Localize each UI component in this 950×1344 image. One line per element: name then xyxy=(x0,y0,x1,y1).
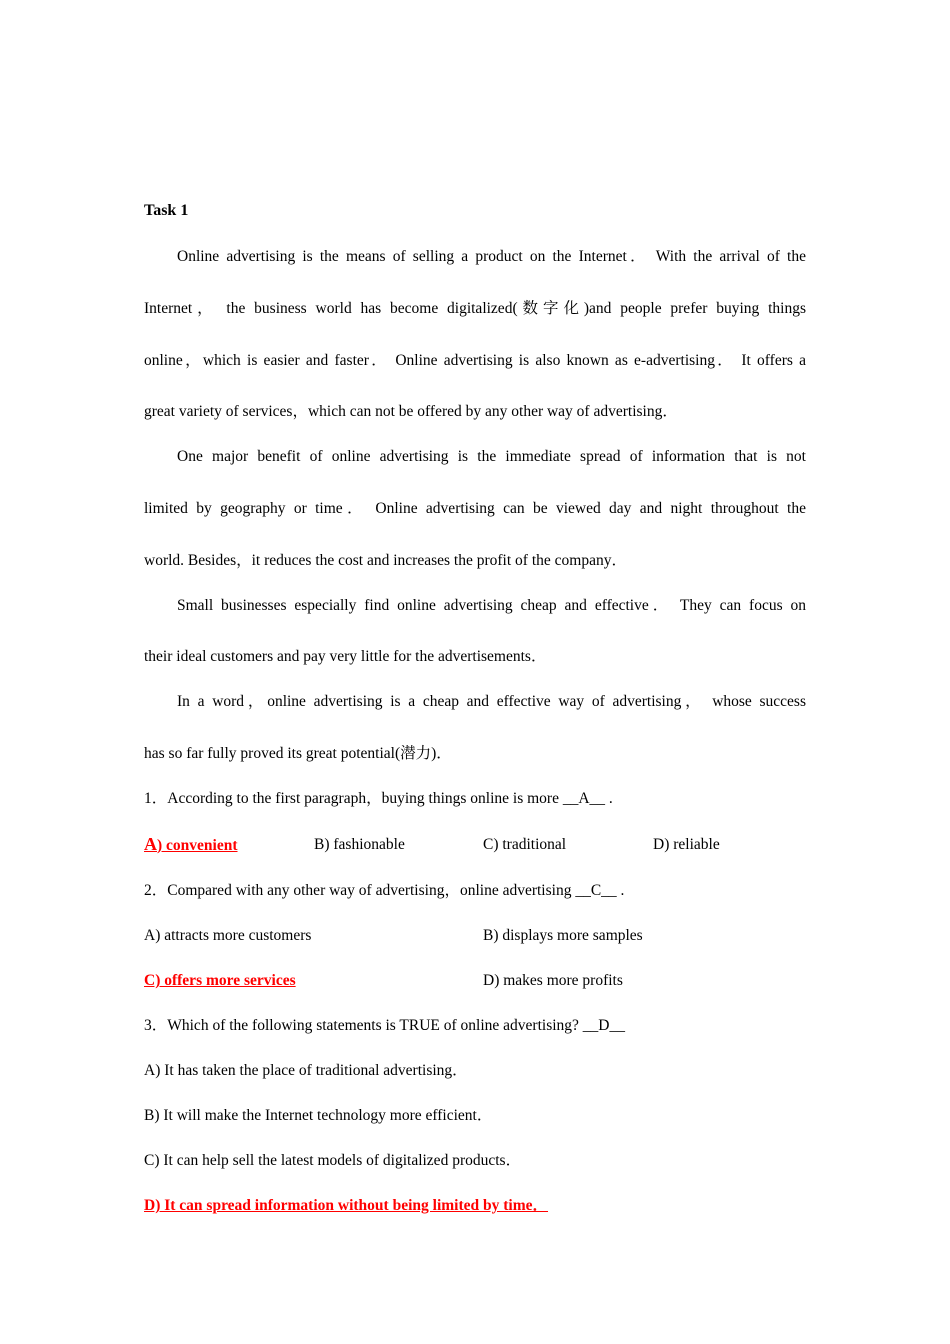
passage-p4-line-1: In a word，online advertising is a cheap and effective way of advertising， whose success xyxy=(177,693,806,710)
passage-p1-line-4: great variety of services，which can not be offered by any other way of advertising． xyxy=(144,403,678,420)
question-1-option-d: D) reliable xyxy=(653,836,720,853)
passage-p2-line-3: world. Besides，it reduces the cost and increases the profit of the company． xyxy=(144,552,627,569)
question-3-option-c: C) It can help sell the latest models of digitalized products． xyxy=(144,1152,522,1169)
question-1-option-a xyxy=(144,834,238,856)
passage-p4-line-2: has so far fully proved its great potential(潜力)． xyxy=(144,745,452,762)
question-1-option-b: B) fashionable xyxy=(314,836,405,853)
passage-p3-line-2: their ideal customers and pay very little for the advertisements． xyxy=(144,648,547,665)
question-3-option-a: A) It has taken the place of traditional advertising． xyxy=(144,1062,468,1079)
question-2-option-a: A) attracts more customers xyxy=(144,927,312,944)
question-1-option-a-text: ) convenient xyxy=(157,837,238,854)
question-2-option-c: C) offers more services xyxy=(144,972,296,989)
passage-p1-line-2: Internet， the business world has become digitalized(数字化)and people prefer buying things xyxy=(144,300,806,317)
question-1-option-c: C) traditional xyxy=(483,836,567,853)
question-2-stem: 2．Compared with any other way of advertising，online advertising __C__ . xyxy=(144,882,625,899)
question-2-option-d: D) makes more profits xyxy=(483,972,623,989)
question-3-option-b: B) It will make the Internet technology more efficient． xyxy=(144,1107,493,1124)
passage-p1-line-3: online，which is easier and faster． Online advertising is also known as e-advertising． It offers a xyxy=(144,352,806,369)
question-1-stem: 1．According to the first paragraph，buying things online is more __A__ . xyxy=(144,790,613,807)
question-2-option-b: B) displays more samples xyxy=(483,927,643,944)
passage-p1-line-1: Online advertising is the means of selling a product on the Internet． With the arrival of the xyxy=(177,248,806,265)
question-3-option-d: D) It can spread information without being limited by time． xyxy=(144,1197,549,1214)
passage-p3-line-1: Small businesses especially find online advertising cheap and effective． They can focus on xyxy=(177,597,806,614)
passage-p2-line-1: One major benefit of online advertising is the immediate spread of information that is not xyxy=(177,448,806,465)
question-3-stem: 3．Which of the following statements is TRUE of online advertising? __D__ xyxy=(144,1017,625,1034)
question-1-option-a-letter: A xyxy=(144,834,157,854)
task-title: Task 1 xyxy=(144,202,189,219)
passage-p2-line-2: limited by geography or time． Online advertising can be viewed day and night throughout the xyxy=(144,500,806,517)
